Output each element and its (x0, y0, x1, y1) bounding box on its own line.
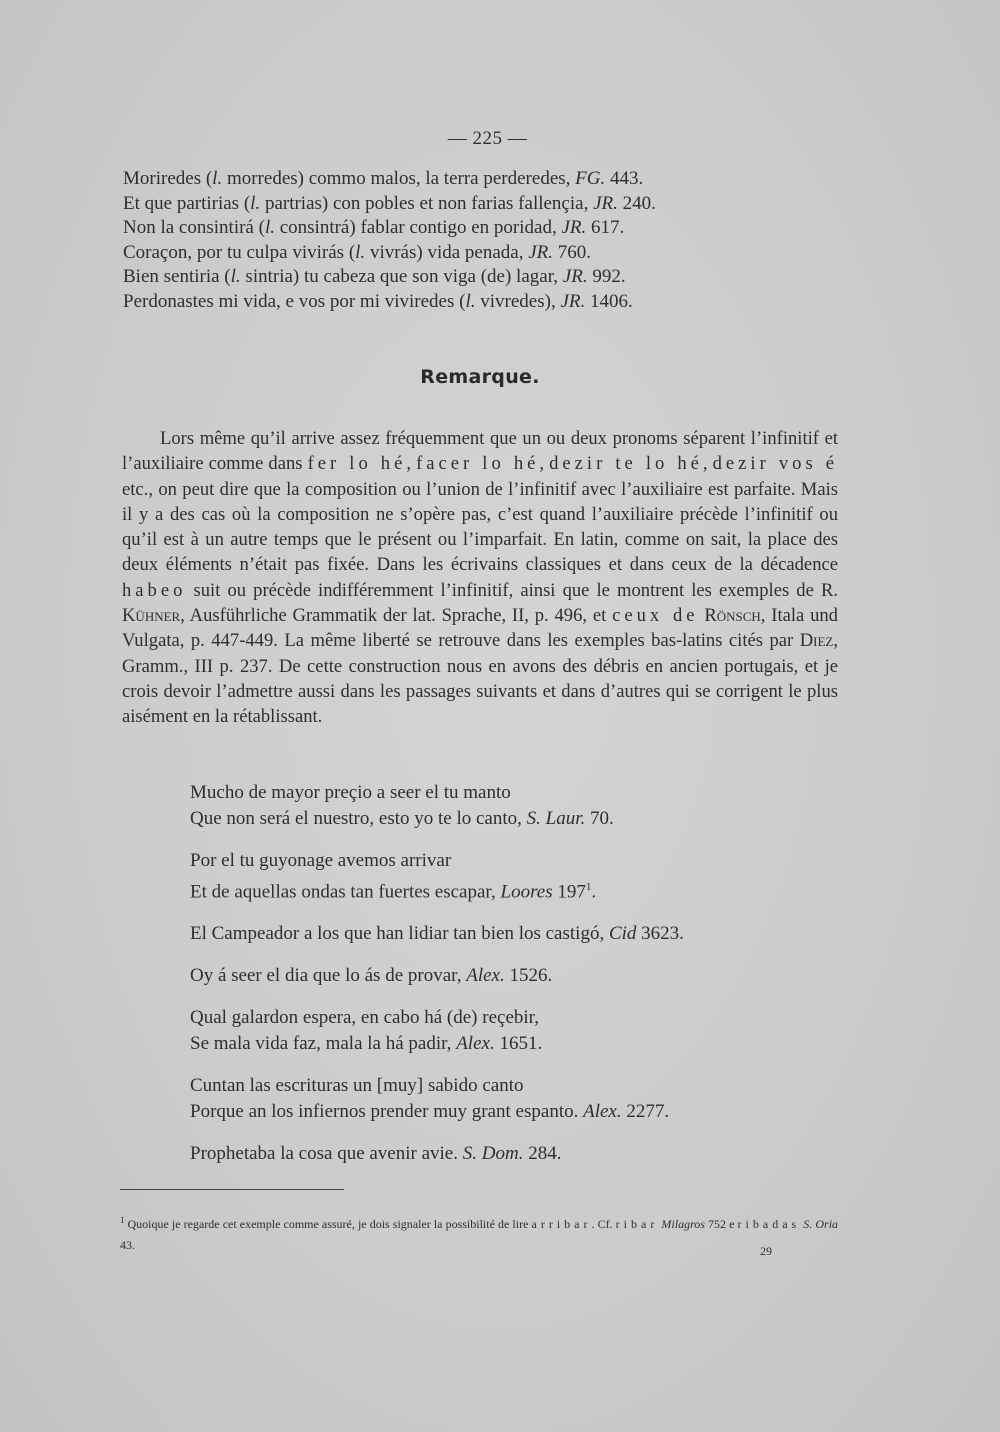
example-line (123, 265, 843, 290)
footnote-number: 1 (120, 1215, 125, 1225)
text-run: , (406, 453, 417, 475)
verse-source: Cid (608, 923, 637, 945)
text-run: 617. (586, 217, 625, 238)
verse-reference: 1651. (494, 1033, 543, 1055)
text-run: 760. (553, 241, 592, 263)
verse-line (190, 921, 830, 947)
text-run: partrias) con pobles et non farias fallençia, (260, 192, 594, 214)
verse-text: El Campeador a los que han lidiar tan bien los castigó, (190, 923, 609, 945)
text-run: 43. (120, 1238, 135, 1252)
text-run: Lors même qu’il arrive assez fréquemment que un ou deux pronoms séparent l’infinitif et l’auxiliaire comme dans (122, 428, 838, 475)
text-run: . Cf. (591, 1217, 616, 1231)
verse-line: Qual galardon espera, en cabo há (de) reçebir, (190, 1007, 539, 1029)
verse-line (190, 1031, 830, 1057)
verse-line: Mucho de mayor preçio a seer el tu manto (190, 782, 511, 803)
verse-reference: 2277. (621, 1101, 670, 1123)
verse-stanza (190, 921, 830, 947)
verse-line (190, 806, 830, 832)
text-run: Perdonastes mi vida, e vos por mi viviredes ( (123, 290, 466, 312)
page-number: — 225 — (447, 128, 528, 149)
text-run: 240. (617, 192, 656, 214)
text-run: vivredes), (475, 290, 561, 312)
text-run: Coraçon, por tu culpa vivirás ( (123, 241, 356, 263)
text-run: dezir vos é (712, 453, 839, 475)
text-run: Et que partirias ( (123, 192, 251, 214)
verse-source: Loores (500, 881, 553, 903)
text-run: facer lo hé (416, 453, 540, 475)
verse-stanza (190, 848, 830, 905)
signature-mark: 29 (760, 1244, 772, 1258)
text-run: Kühner (122, 605, 181, 627)
text-run: Milagros (661, 1217, 705, 1231)
verse-text: Oy á seer el dia que lo ás de provar, (190, 965, 467, 987)
text-run: FG. (575, 168, 606, 189)
text-run: JR. (593, 192, 618, 214)
verse-text: Que non será el nuestro, esto yo te lo canto, (190, 808, 527, 829)
example-line (123, 167, 843, 192)
text-run: S. Oria (803, 1217, 839, 1231)
footnote-marker[interactable]: 1 (585, 881, 592, 893)
text-run: Moriredes ( (123, 168, 213, 189)
footnote-divider (120, 1189, 344, 1190)
verse-stanza (190, 780, 830, 832)
verse-source: S. Laur. (526, 808, 586, 829)
text-run: fer lo hé (307, 453, 407, 475)
verse-source: Alex. (583, 1101, 622, 1123)
verse-reference: 197 (552, 881, 586, 903)
footnote (120, 1210, 838, 1256)
example-line (123, 216, 843, 241)
text-run: habeo (122, 579, 187, 601)
verse-source: Alex. (466, 965, 505, 987)
verse-source: Alex. (456, 1033, 495, 1055)
text-run: ribadas (737, 1217, 801, 1231)
text-run: , Gramm., III p. 237. De cette construction nous en avons des débris en ancien portugais, et je crois devoir l’admettre aussi dans les passages suivants et dans d’autres qui se corrigent le plus aisément en la rétablissant. (122, 630, 838, 728)
text-run: l. (230, 266, 241, 287)
text-run: dezir te lo hé (549, 453, 703, 475)
text-run: . (591, 881, 597, 903)
text-run: vivrás) vida penada, (365, 241, 529, 263)
text-run: , Ausführliche Grammatik der lat. Sprache, II, p. 496, et (180, 605, 613, 627)
text-run: l. (465, 290, 476, 312)
text-run: 992. (587, 266, 626, 287)
verse-source: S. Dom. (462, 1143, 524, 1165)
text-run: Non la consintirá ( (123, 217, 265, 238)
text-run: etc., on peut dire que la composition ou l’union de l’infinitif avec l’auxiliaire est parfaite. Mais il y a des cas où la composition ne s’opère pas, c’est quand l’auxiliaire précède l’infinitif ou qu’il est à un autre temps que le présent ou l’imparfait. En latin, comme on sait, la place des deux éléments n’était pas fixée. Dans les écrivains classiques et dans ceux de la décadence (122, 478, 838, 576)
text-run: , (702, 453, 713, 475)
verse-line: Cuntan las escrituras un [muy] sabido canto (190, 1075, 524, 1097)
verse-line (190, 1099, 830, 1125)
text-run: sintria) tu cabeza que son viga (de) lagar, (240, 266, 563, 287)
text-run: ceux de (612, 605, 699, 627)
verse-reference: 1526. (504, 965, 553, 987)
text-run: JR. (562, 266, 588, 287)
verse-text: Et de aquellas ondas tan fuertes escapar, (190, 881, 501, 903)
text-run: JR. (528, 241, 554, 263)
text-run: 752 e (704, 1217, 738, 1231)
text-run: Bien sentiria ( (123, 266, 231, 287)
text-run: ribar (615, 1217, 659, 1231)
text-run: , Itala und Vulgata, p. 447-449. La même liberté se retrouve dans les exemples bas-latins cités par (122, 605, 838, 652)
verse-text: Porque an los infiernos prender muy grant espanto. (190, 1101, 584, 1123)
verse-text: Se mala vida faz, mala la há padir, (190, 1033, 457, 1055)
verse-quotations (190, 780, 830, 1183)
text-run: l. (250, 192, 261, 214)
remarque-paragraph (122, 426, 838, 730)
text-run: Quoique je regarde cet exemple comme assuré, je dois signaler la possibilité de lire (127, 1217, 532, 1231)
verse-reference: 284. (523, 1143, 562, 1165)
text-run: consintrá) fablar contigo en poridad, (274, 217, 562, 238)
example-line (123, 290, 843, 315)
verse-stanza (190, 1073, 830, 1125)
text-run: 1406. (585, 290, 633, 312)
text-run: l. (355, 241, 366, 263)
example-list (123, 167, 843, 314)
verse-line: Por el tu guyonage avemos arrivar (190, 850, 452, 871)
verse-line (190, 1141, 830, 1167)
text-run: , (539, 453, 550, 475)
text-run: l. (212, 168, 223, 189)
verse-stanza (190, 1141, 830, 1167)
verse-line (190, 874, 830, 905)
verse-reference: 70. (585, 808, 614, 829)
text-run: morredes) commo malos, la terra perderedes, (222, 168, 576, 189)
text-run: l. (264, 217, 275, 238)
text-run: JR. (561, 217, 587, 238)
verse-reference: 3623. (636, 923, 684, 945)
example-line (123, 192, 843, 217)
section-heading: Remarque. (420, 366, 540, 388)
text-run: Rönsch (704, 605, 761, 627)
verse-stanza (190, 1005, 830, 1057)
verse-line (190, 963, 830, 989)
text-run: 443. (605, 168, 644, 189)
verse-text: Prophetaba la cosa que avenir avie. (190, 1143, 463, 1165)
text-run: arribar (531, 1217, 592, 1231)
verse-stanza (190, 963, 830, 989)
text-run: JR. (560, 290, 586, 312)
example-line (123, 241, 843, 266)
text-run: Diez (799, 630, 834, 652)
text-run: suit ou précède indifféremment l’infinitif, ainsi que le montrent les exemples de R. (186, 579, 838, 601)
